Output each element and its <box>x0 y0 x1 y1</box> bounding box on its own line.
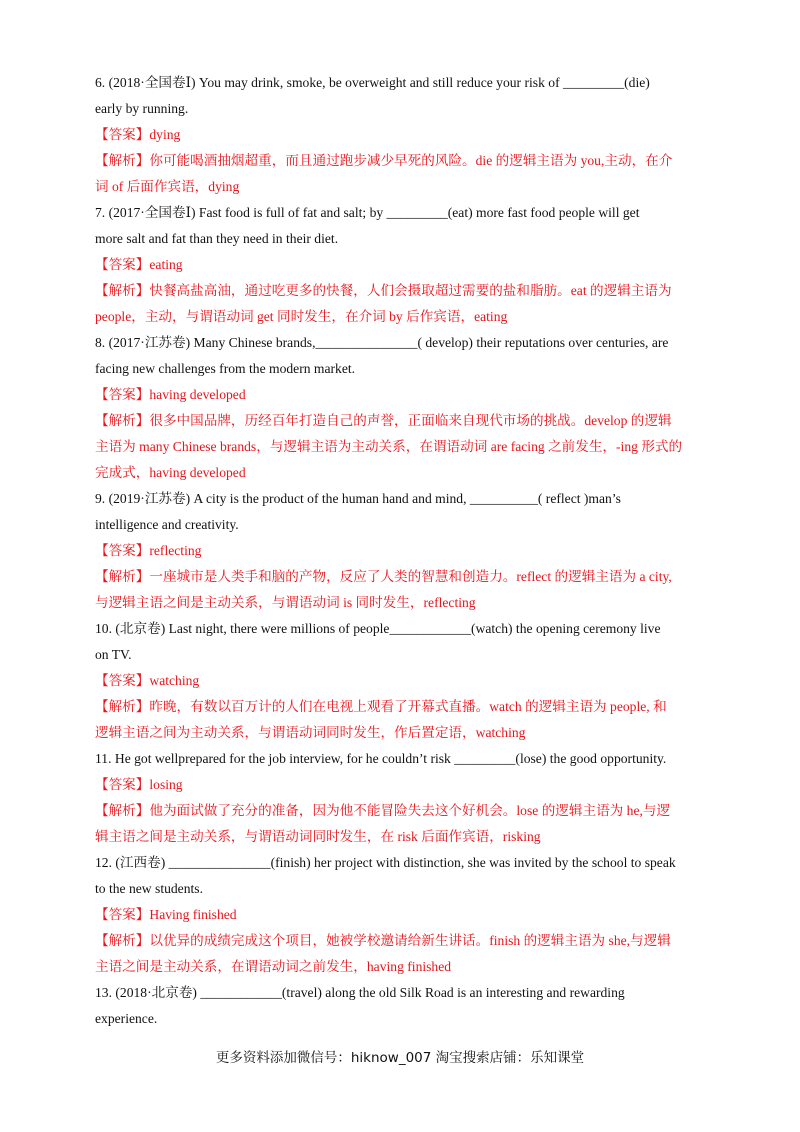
exercise-item <box>95 980 705 1032</box>
question-line: to the new students. <box>95 881 203 896</box>
exercise-item <box>95 330 705 486</box>
analysis-line: 【解析】一座城市是人类手和脑的产物，反应了人类的智慧和创造力。reflect 的逻辑主语为 a city, <box>95 569 672 584</box>
exercise-list <box>95 70 705 1032</box>
analysis-line: 逻辑主语之间为主动关系，与谓语动词同时发生，作后置定语，watching <box>95 725 526 740</box>
analysis-line: 与逻辑主语之间是主动关系，与谓语动词 is 同时发生，reflecting <box>95 595 476 610</box>
answer-line: 【答案】reflecting <box>95 543 202 558</box>
question-line: intelligence and creativity. <box>95 517 239 532</box>
answer-line: 【答案】dying <box>95 127 181 142</box>
question-line: more salt and fat than they need in their diet. <box>95 231 339 246</box>
question-line: 7. (2017·全国卷Ⅰ) Fast food is full of fat and salt; by _________(eat) more fast food people will get <box>95 205 640 220</box>
question-line: experience. <box>95 1011 158 1026</box>
answer-line: 【答案】eating <box>95 257 183 272</box>
question-line: facing new challenges from the modern market. <box>95 361 356 376</box>
analysis-line: 【解析】他为面试做了充分的准备，因为他不能冒险失去这个好机会。lose 的逻辑主语为 he,与逻 <box>95 803 671 818</box>
exercise-item <box>95 850 705 980</box>
question-line: 9. (2019·江苏卷) A city is the product of the human hand and mind, __________( reflect )man’s <box>95 491 621 506</box>
analysis-line: 【解析】以优异的成绩完成这个项目，她被学校邀请给新生讲话。finish 的逻辑主语为 she,与逻辑 <box>95 933 671 948</box>
analysis-line: 主语为 many Chinese brands，与逻辑主语为主动关系，在谓语动词 are facing 之前发生，-ing 形式的 <box>95 439 683 454</box>
analysis-line: 【解析】很多中国品牌，历经百年打造自己的声誉，正面临来自现代市场的挑战。develop 的逻辑 <box>95 413 672 428</box>
analysis-line: 【解析】你可能喝酒抽烟超重，而且通过跑步减少早死的风险。die 的逻辑主语为 you,主动，在介 <box>95 153 673 168</box>
page-footer: 更多资料添加微信号：hiknow_007 淘宝搜索店铺：乐知课堂 <box>215 1050 585 1066</box>
exercise-item <box>95 486 705 616</box>
analysis-line: 词 of 后面作宾语，dying <box>95 179 240 194</box>
exercise-item <box>95 70 705 200</box>
question-line: early by running. <box>95 101 189 116</box>
question-line: 8. (2017·江苏卷) Many Chinese brands,_______________( develop) their reputations over centuries, are <box>95 335 669 350</box>
question-line: 11. He got wellprepared for the job interview, for he couldn’t risk _________(lose) the good opportunity. <box>95 751 667 766</box>
analysis-line: 【解析】昨晚，有数以百万计的人们在电视上观看了开幕式直播。watch 的逻辑主语为 people, 和 <box>95 699 667 714</box>
answer-line: 【答案】watching <box>95 673 200 688</box>
question-line: 6. (2018·全国卷Ⅰ) You may drink, smoke, be overweight and still reduce your risk of _________(die) <box>95 75 650 90</box>
answer-line: 【答案】having developed <box>95 387 246 402</box>
exercise-item <box>95 200 705 330</box>
analysis-line: 主语之间是主动关系，在谓语动词之前发生，having finished <box>95 959 452 974</box>
answer-line: 【答案】losing <box>95 777 183 792</box>
exercise-item <box>95 746 705 850</box>
analysis-line: 完成式，having developed <box>95 465 246 480</box>
answer-line: 【答案】Having finished <box>95 907 237 922</box>
analysis-line: 辑主语之间是主动关系，与谓语动词同时发生，在 risk 后面作宾语，risking <box>95 829 541 844</box>
exercise-item <box>95 616 705 746</box>
analysis-line: 【解析】快餐高盐高油，通过吃更多的快餐，人们会摄取超过需要的盐和脂肪。eat 的逻辑主语为 <box>95 283 672 298</box>
question-line: 13. (2018·北京卷) ____________(travel) along the old Silk Road is an interesting and rewarding <box>95 985 625 1000</box>
question-line: on TV. <box>95 647 132 662</box>
question-line: 10. (北京卷) Last night, there were millions of people____________(watch) the opening ceremony live <box>95 621 661 636</box>
question-line: 12. (江西卷) _______________(finish) her project with distinction, she was invited by the school to speak <box>95 855 676 870</box>
analysis-line: people，主动，与谓语动词 get 同时发生，在介词 by 后作宾语，eating <box>95 309 508 324</box>
